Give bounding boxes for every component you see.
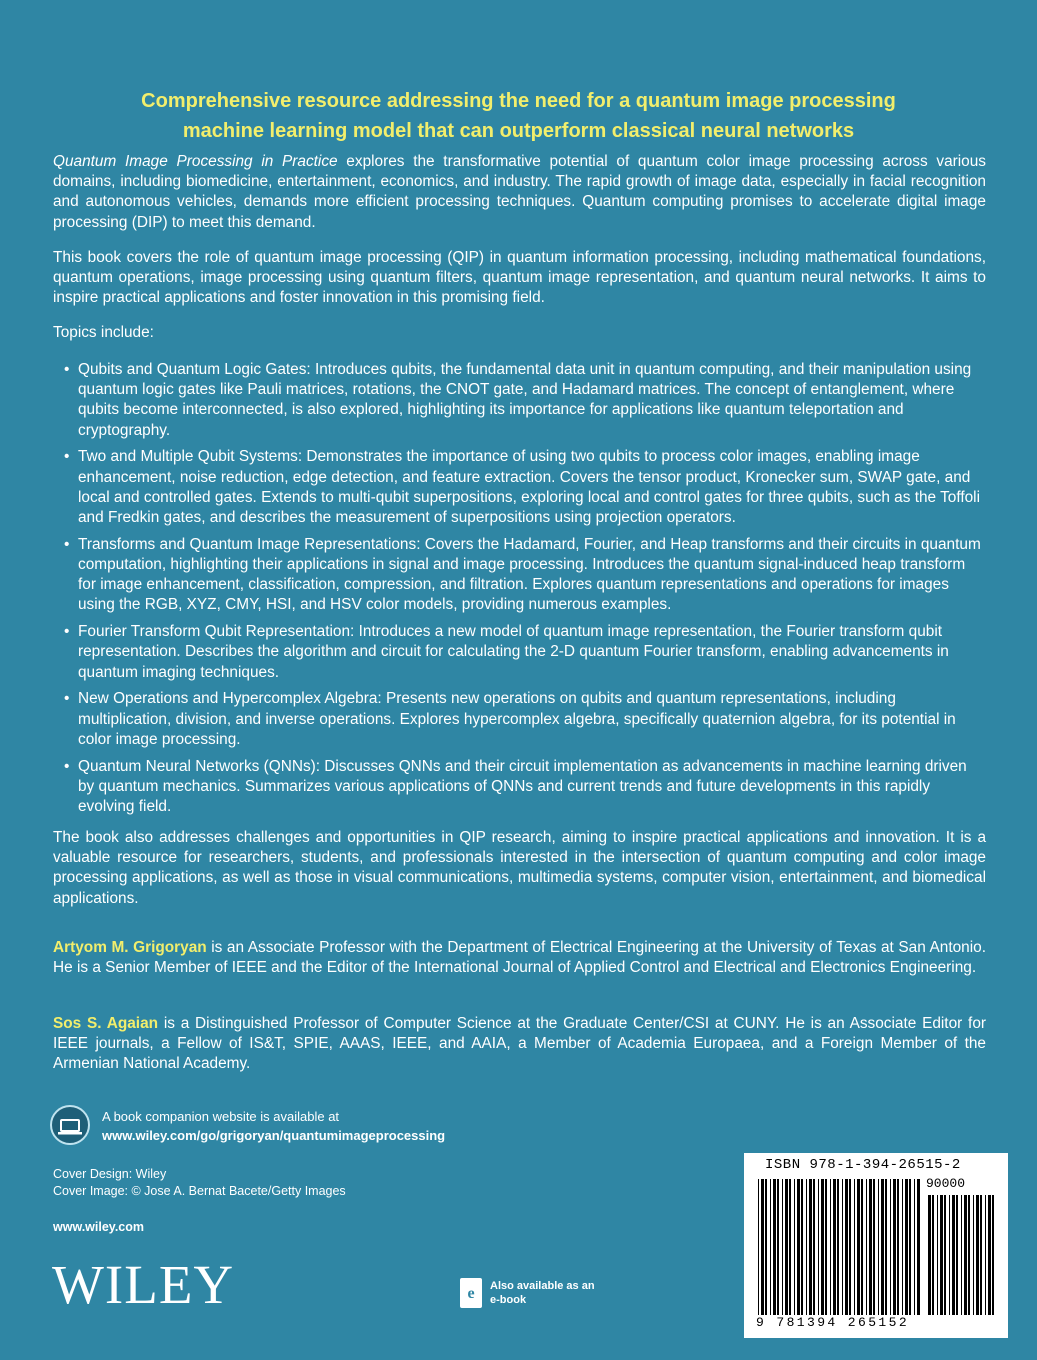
coverage-paragraph: This book covers the role of quantum image processing (QIP) in quantum information processing, including mathematical foundations, quantum operations, image processing using quantum filters, quantum image representation, and quantum neural networks. It aims to inspire practical applications and foster innovation in this promising field. (53, 249, 986, 307)
topic-item (53, 535, 986, 616)
topic-text: Qubits and Quantum Logic Gates: Introduces qubits, the fundamental data unit in quantum computing, and their manipulation using quantum logic gates like Pauli matrices, rotations, the CNOT gate, and Hadamard matrices. The concept of entanglement, where qubits become interconnected, is also explored, highlighting its importance for applications like quantum teleportation and cryptography. (78, 361, 972, 439)
author-name: Sos S. Agaian (53, 1015, 159, 1032)
topics-list (53, 360, 986, 824)
topic-text: Quantum Neural Networks (QNNs): Discusses QNNs and their circuit implementation as advancements in machine learning driven by quantum mechanics. Summarizes various applications of QNNs and current trends and future developments in this rapidly evolving field. (78, 757, 967, 816)
barcode-bars (752, 1175, 1000, 1315)
ebook-text: Also available as an e-book (490, 1280, 595, 1306)
topic-text: Two and Multiple Qubit Systems: Demonstrates the importance of using two qubits to process color images, enabling image enhancement, noise reduction, edge detection, and feature extraction. Covers the tensor product, Kronecker sum, SWAP gate, and local and controlled gates. Extends to multi-qubit superpositions, exploring local and control gates for three qubits, such as the Toffoli and Fredkin gates, and describes the measurement of superpositions using projection operators. (78, 448, 981, 527)
author-bio-2 (53, 1014, 986, 1075)
headline (60, 86, 977, 146)
svg-text:e: e (467, 1285, 475, 1302)
bullet: • (64, 535, 70, 553)
ebook-notice (460, 1278, 610, 1312)
cover-design-credit: Cover Design: Wiley (53, 1167, 167, 1181)
barcode (744, 1153, 1008, 1338)
topic-item (53, 622, 986, 683)
closing-paragraph: The book also addresses challenges and opportunities in QIP research, aiming to inspire practical applications and innovation. It is a valuable resource for researchers, students, and professionals interested in the intersection of quantum computing and color image processing applications, as well as those in visual communications, multimedia systems, computer vision, entertainment, and biomedical applications. (53, 829, 986, 907)
headline-line-2: machine learning model that can outperform classical neural networks (182, 120, 855, 142)
isbn-label: ISBN 978-1-394-26515-2 (765, 1157, 961, 1173)
topic-item (53, 360, 986, 441)
bullet: • (64, 361, 70, 378)
publisher-site[interactable]: www.wiley.com (53, 1220, 144, 1234)
companion-line: A book companion website is available at (102, 1109, 340, 1124)
cover-credits (53, 1166, 346, 1199)
topic-item (53, 757, 986, 818)
topic-item (53, 689, 986, 750)
author-bio-text: is an Associate Professor with the Department of Electrical Engineering at the University of Texas at San Antonio. He is a Senior Member of IEEE and the Editor of the International Journal of Applied Control and Electrical and Electronics Engineering. (53, 939, 986, 977)
author-bio-1 (53, 938, 986, 978)
topic-item (53, 447, 986, 528)
companion-website (50, 1103, 470, 1147)
author-bio-text: is a Distinguished Professor of Computer Science at the Graduate Center/CSI at CUNY. He is an Associate Editor for IEEE journals, a Fellow of IS&T, SPIE, AAAS, IEEE, and AAIA, a Member of Academia Europaea, and a Foreign Member of the Armenian National Academy. (53, 1015, 987, 1073)
topic-text: Fourier Transform Qubit Representation: Introduces a new model of quantum image representation, the Fourier transform qubit representation. Describes the algorithm and circuit for calculating the 2-D quantum Fourier transform, enabling advancements in quantum imaging techniques. (78, 623, 949, 681)
isbn-digits: 9 781394 265152 (756, 1315, 910, 1330)
wiley-logo: WILEY (52, 1254, 235, 1315)
companion-url[interactable]: www.wiley.com/go/grigoryan/quantumimageprocessing (102, 1128, 446, 1143)
companion-text (102, 1107, 445, 1145)
bullet: • (64, 623, 70, 641)
bullet: • (64, 448, 70, 466)
topic-text: New Operations and Hypercomplex Algebra: Presents new operations on qubits and quantum representations, including multiplication, division, and inverse operations. Explores hypercomplex algebra, specifically quaternion algebra, for its potential in color image processing. (78, 690, 956, 748)
bullet: • (64, 757, 70, 775)
website-badge-icon (50, 1105, 90, 1145)
topic-text: Transforms and Quantum Image Representations: Covers the Hadamard, Fourier, and Heap transforms and their circuits in quantum computation, highlighting their applications in signal and image processing. Introduces the quantum signal-induced heap transform for image enhancement, classification, compression, and filtration. Explores quantum representations and operations for images using the RGB, XYZ, CMY, HSI, and HSV color models, providing numerous examples. (78, 535, 981, 614)
intro-paragraph (53, 152, 986, 233)
author-name: Artyom M. Grigoryan (53, 939, 207, 956)
headline-line-1: Comprehensive resource addressing the need for a quantum image processing (141, 90, 896, 112)
price-code: 90000 (926, 1176, 966, 1191)
bullet: • (64, 690, 70, 708)
topics-label: Topics include: (53, 324, 154, 341)
book-title: Quantum Image Processing in Practice (53, 153, 338, 170)
cover-image-credit: Cover Image: © Jose A. Bernat Bacete/Getty Images (53, 1183, 346, 1198)
ebook-icon (460, 1278, 482, 1308)
intro-text: explores the transformative potential of quantum color image processing across various domains, including biomedicine, entertainment, economics, and industry. The rapid growth of image data, especially in facial recognition and autonomous vehicles, demands more efficient processing techniques. Quantum computing promises to accelerate digital image processing (DIP) to meet this demand. (53, 153, 986, 231)
